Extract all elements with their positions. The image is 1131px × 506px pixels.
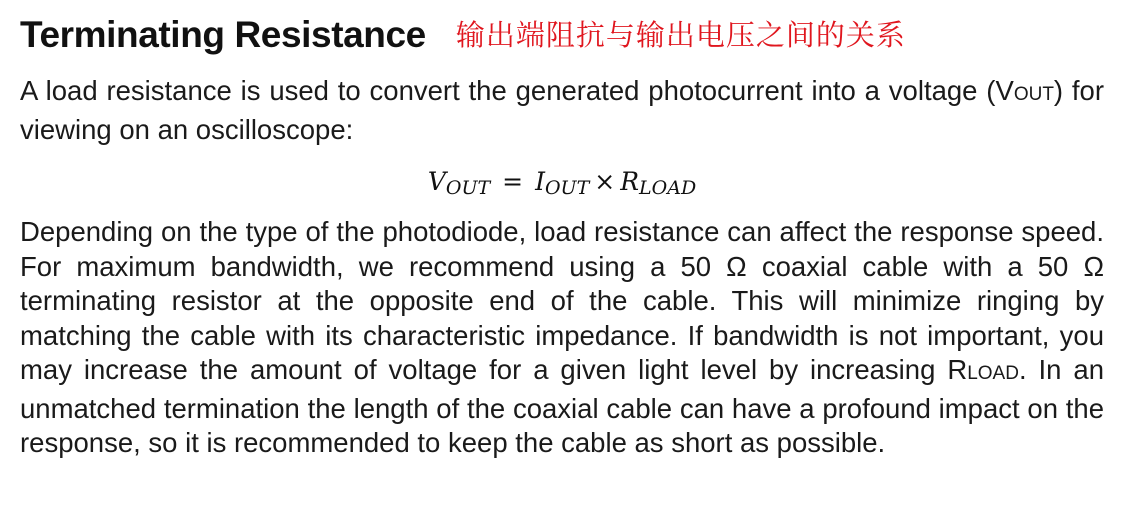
formula-times: × [594, 167, 616, 196]
formula-term1-var: I [535, 167, 545, 196]
body-paragraph [20, 215, 1104, 461]
body-text-end: . In an unmatched termination the length of the coaxial cable can have a profound impact on the response, so it is recommended to keep the cable as short as possible. [20, 354, 1104, 458]
section-header [20, 8, 1104, 58]
section-title: Terminating Resistance [20, 14, 426, 55]
body-subscript: LOAD [967, 363, 1019, 384]
formula-term2-sub: LOAD [639, 177, 697, 199]
formula-term2-var: R [620, 167, 640, 196]
formula-equals: = [502, 167, 524, 196]
voltage-formula [20, 163, 1104, 201]
document-page [20, 8, 1104, 461]
chinese-annotation: 输出端阻抗与输出电压之间的关系 [455, 18, 906, 52]
body-text-start: Depending on the type of the photodiode, load resistance can affect the response speed. For maximum bandwidth, we recommend using a 50 Ω coaxial cable with a 50 Ω terminating resistor at the opposite end of the cable. This will minimize ringing by matching the cable with its characteristic impedance. If bandwidth is not important, you may increase the amount of voltage for a given light level by increasing R [20, 216, 1104, 385]
intro-subscript: OUT [1013, 84, 1054, 105]
intro-paragraph [20, 74, 1104, 147]
formula-lhs-sub: OUT [445, 177, 491, 199]
formula-lhs-var: V [427, 167, 446, 196]
formula-term1-sub: OUT [544, 177, 590, 199]
intro-text-end: ) for viewing on an oscilloscope: [20, 75, 1104, 145]
intro-text-start: A load resistance is used to convert the generated photocurrent into a voltage (V [20, 75, 1014, 106]
